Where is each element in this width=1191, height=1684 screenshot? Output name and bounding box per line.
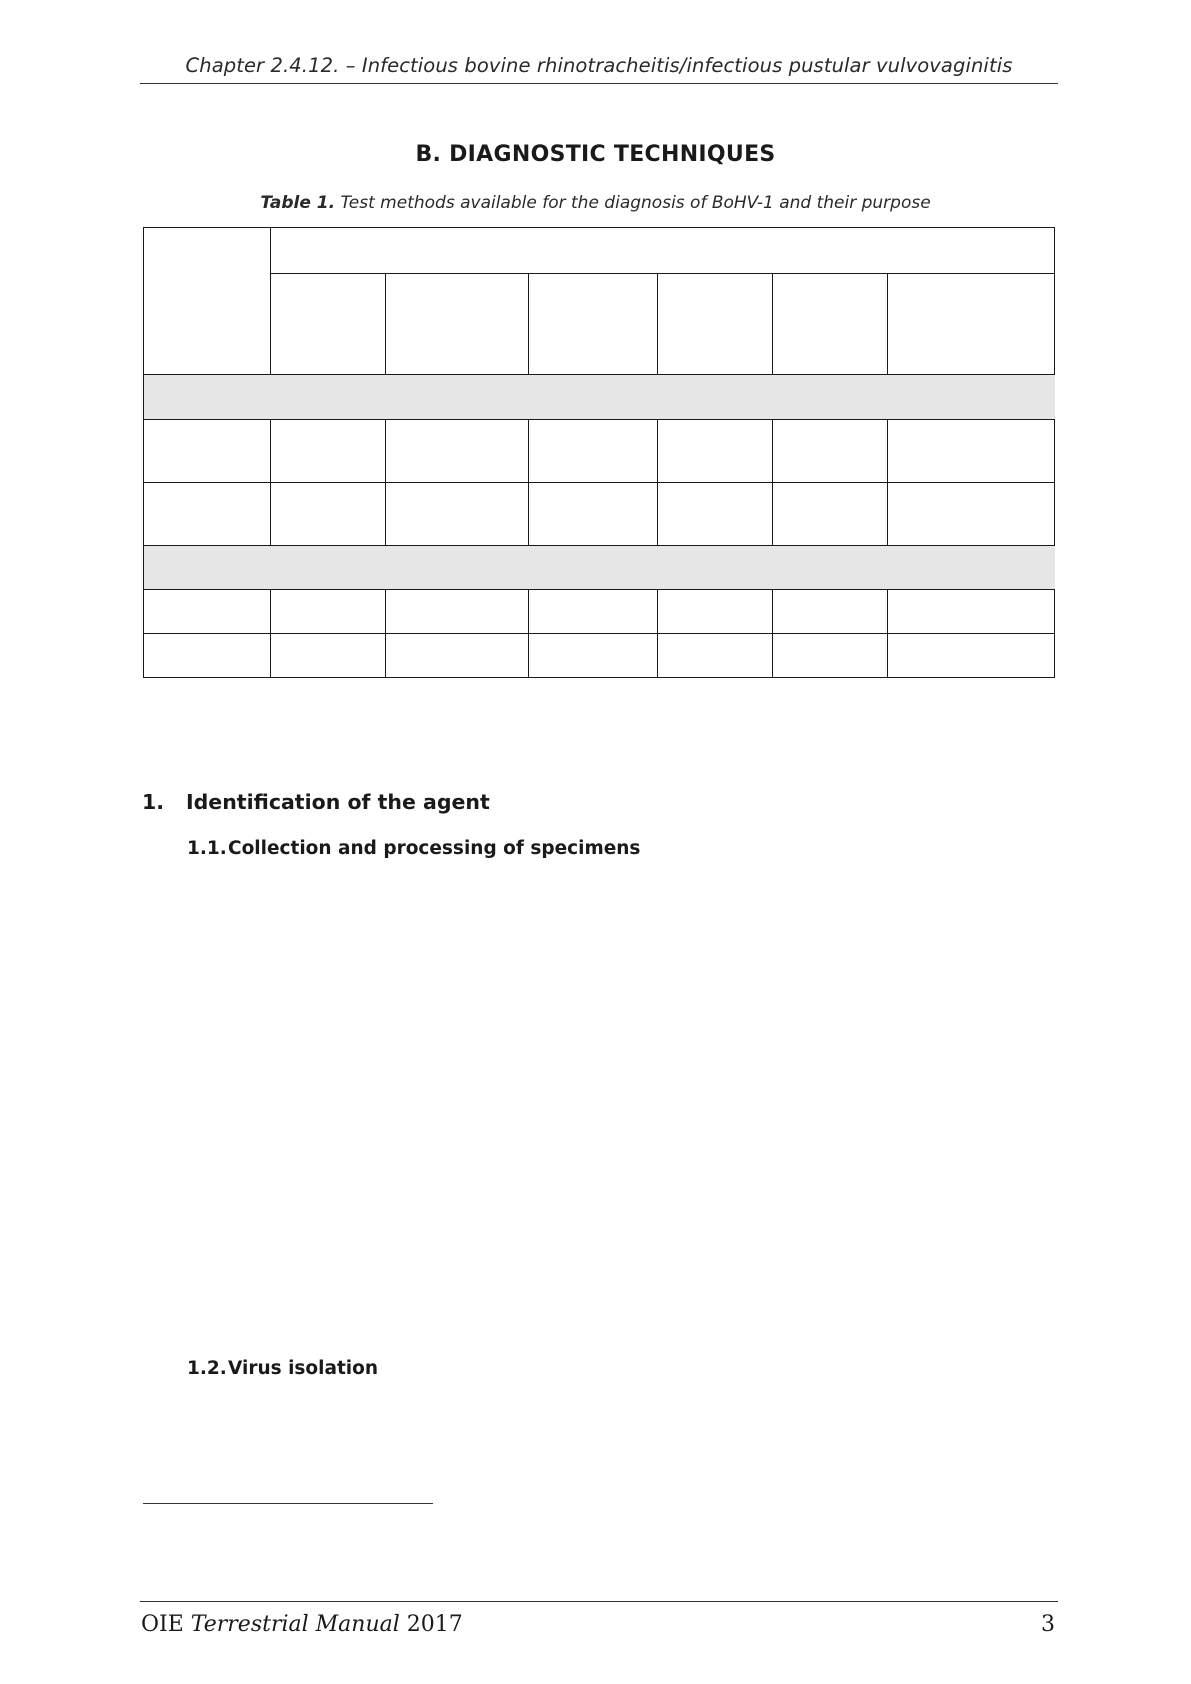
- table-cell: [386, 483, 529, 546]
- table-cell: [271, 634, 386, 678]
- table-caption: [0, 193, 1191, 213]
- table-cell: [386, 634, 529, 678]
- heading-virus-isolation: [187, 1358, 378, 1379]
- table-cell: [144, 420, 271, 483]
- heading-number: 1.1.: [187, 838, 227, 859]
- table-caption-text: Test methods available for the diagnosis of BoHV-1 and their purpose: [335, 193, 931, 213]
- table-cell: [773, 483, 888, 546]
- table-cell: [888, 634, 1055, 678]
- heading-text: Collection and processing of specimens: [228, 838, 641, 859]
- table-section-row: [144, 375, 1055, 420]
- footer-rule: [140, 1601, 1058, 1602]
- table-header-cell: [773, 274, 888, 375]
- footer-year: 2017: [399, 1612, 463, 1637]
- table-cell: [658, 634, 773, 678]
- table-cell: [271, 590, 386, 634]
- table-header-purpose-cell: [271, 228, 1055, 274]
- footnote-rule: [143, 1503, 433, 1504]
- header-rule: [140, 83, 1058, 84]
- table-cell: [658, 420, 773, 483]
- table-row: [144, 420, 1055, 483]
- table-section-cell: [144, 546, 1055, 590]
- table-header-method-cell: [144, 228, 271, 375]
- table-header-cell: [271, 274, 386, 375]
- table-header-cell: [658, 274, 773, 375]
- table-header-cell: [888, 274, 1055, 375]
- footer-publisher: OIE: [141, 1612, 191, 1637]
- table-cell: [888, 590, 1055, 634]
- heading-text: Virus isolation: [228, 1358, 379, 1379]
- table-cell: [144, 483, 271, 546]
- table-cell: [773, 420, 888, 483]
- heading-identification-of-agent: [142, 790, 490, 814]
- table-cell: [529, 483, 658, 546]
- table-header-row-2: [144, 274, 1055, 375]
- page-number: 3: [1041, 1612, 1055, 1637]
- table-cell: [529, 420, 658, 483]
- table-cell: [658, 483, 773, 546]
- table-row: [144, 483, 1055, 546]
- table-cell: [888, 483, 1055, 546]
- table-cell: [271, 483, 386, 546]
- test-methods-table: [143, 227, 1055, 678]
- footer-manual-name: Terrestrial Manual: [190, 1612, 400, 1637]
- table-header-row-1: [144, 228, 1055, 274]
- heading-number: 1.: [142, 790, 165, 814]
- table-section-cell: [144, 375, 1055, 420]
- footer-manual-title: [141, 1612, 463, 1637]
- section-title: B. DIAGNOSTIC TECHNIQUES: [415, 142, 776, 167]
- table-row: [144, 590, 1055, 634]
- table-cell: [271, 420, 386, 483]
- running-header: Chapter 2.4.12. – Infectious bovine rhinotracheitis/infectious pustular vulvovaginitis: [185, 54, 1013, 77]
- table-cell: [888, 420, 1055, 483]
- table-cell: [658, 590, 773, 634]
- heading-text: Identification of the agent: [186, 790, 490, 814]
- table-cell: [144, 590, 271, 634]
- table-cell: [773, 634, 888, 678]
- table-cell: [144, 634, 271, 678]
- table-cell: [773, 590, 888, 634]
- table-cell: [529, 590, 658, 634]
- table-header-cell: [529, 274, 658, 375]
- table-row: [144, 634, 1055, 678]
- table-cell: [386, 420, 529, 483]
- table-caption-label: Table 1.: [260, 193, 336, 213]
- heading-number: 1.2.: [187, 1358, 227, 1379]
- table-header-cell: [386, 274, 529, 375]
- table-cell: [529, 634, 658, 678]
- table-section-row: [144, 546, 1055, 590]
- table-cell: [386, 590, 529, 634]
- heading-collection-processing: [187, 838, 640, 859]
